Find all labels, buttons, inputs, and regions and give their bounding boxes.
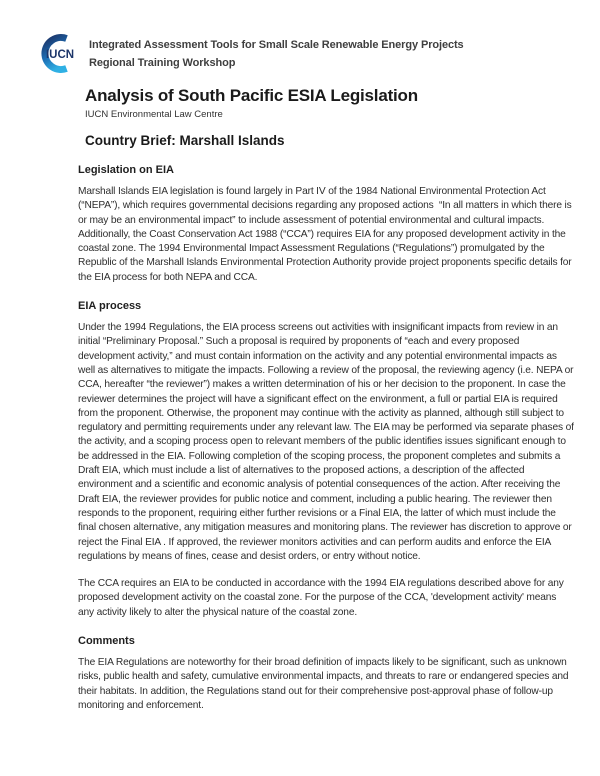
section-comments [78,634,574,713]
section-heading-eia-process: EIA process [78,300,142,313]
paragraph: The CCA requires an EIA to be conducted in accordance with the 1994 EIA regulations described above for any proposed development activity on the coastal zone. For the purpose of the CCA, 'development activity' means any activity likely to alter the physical nature of the coastal zone. [78,578,567,618]
title-block [85,86,600,149]
paragraph: The EIA Regulations are noteworthy for their broad definition of impacts likely to be significant, such as unknown risks, public health and safety, cumulative environmental impacts, and threats to rare or endangered species and their habitats. In addition, the Regulations stand out for their comprehensive post-approval phase of follow-up monitoring and enforcement. [78,657,572,711]
paragraph: Marshall Islands EIA legislation is found largely in Part IV of the 1984 National Environmental Protection Act (“NEPA”), which requires governmental decisions regarding any proposed actions “In all matters in which there is or may be an environmental impact” to include assessment of potential environmental and cultural impacts. Additionally, the Coast Conservation Act 1988 (“CCA”) requires EIA for any proposed development activity in the coastal zone. The 1994 Environmental Impact Assessment Regulations (“Regulations”) promulgated by the Republic of the Marshall Islands Environmental Protection Authority provide project proponents specific details for the EIA process for both NEPA and CCA. [78,186,575,283]
document-subtitle: IUCN Environmental Law Centre [85,109,223,120]
document-header [38,30,600,76]
section-eia-process [78,299,577,620]
header-line-1: Integrated Assessment Tools for Small Scale Renewable Energy Projects [89,39,464,51]
logo-text: IUCN [45,49,75,61]
country-brief-heading: Country Brief: Marshall Islands [85,133,285,148]
iucn-logo-icon [38,30,80,76]
document-body [78,163,577,713]
iucn-logo [38,30,80,76]
section-legislation [78,163,574,285]
header-line-2: Regional Training Workshop [89,56,236,69]
section-heading-legislation: Legislation on EIA [78,164,174,176]
document-title: Analysis of South Pacific ESIA Legislation [85,86,418,105]
header-text-block [89,30,464,72]
paragraph: Under the 1994 Regulations, the EIA process screens out activities with insignificant impacts from review in an initial “Preliminary Proposal.” Such a proposal is required by proponents of “each and every proposed development activity,” and must contain information on the activity and any potential environmental impacts as well as alternatives to mitigate the impacts. Following a review of the proposal, the reviewing agency (i.e. NEPA or CCA, hereafter “the reviewer”) makes a written determination of his or her decision to the proponent. In case the reviewer determines the project will have a significant effect on the environment, a full or partial EIA is required from the proponent. Otherwise, the proponent may continue with the activity as planned, although still subject to regulatory and permitting requirements under any relevant law. The EIA may be performed via separate phases of the activity, and a scoping process open to relevant members of the public identifies issues significant enough to be addressed in the EIA. Following completion of the scoping process, the proponent completes and submits a Draft EIA, which must include a list of alternatives to the proposed actions, a description of the affected environment and a scientific and economic analysis of potential consequences of the action. After receiving the Draft EIA, the reviewer provides for public notice and comment, including a public hearing. The reviewer then responds to the proponent, requiring either further revisions or a Final EIA, the latter of which must include the final chosen alternative, any mitigation measures and monitoring plans. The reviewer has discretion to approve or reject the Final EIA . If approved, the reviewer monitors activities and can perform audits and enforce the EIA regulations by means of fines, cease and desist orders, or entry without notice. [78,322,577,562]
section-heading-comments: Comments [78,635,135,648]
